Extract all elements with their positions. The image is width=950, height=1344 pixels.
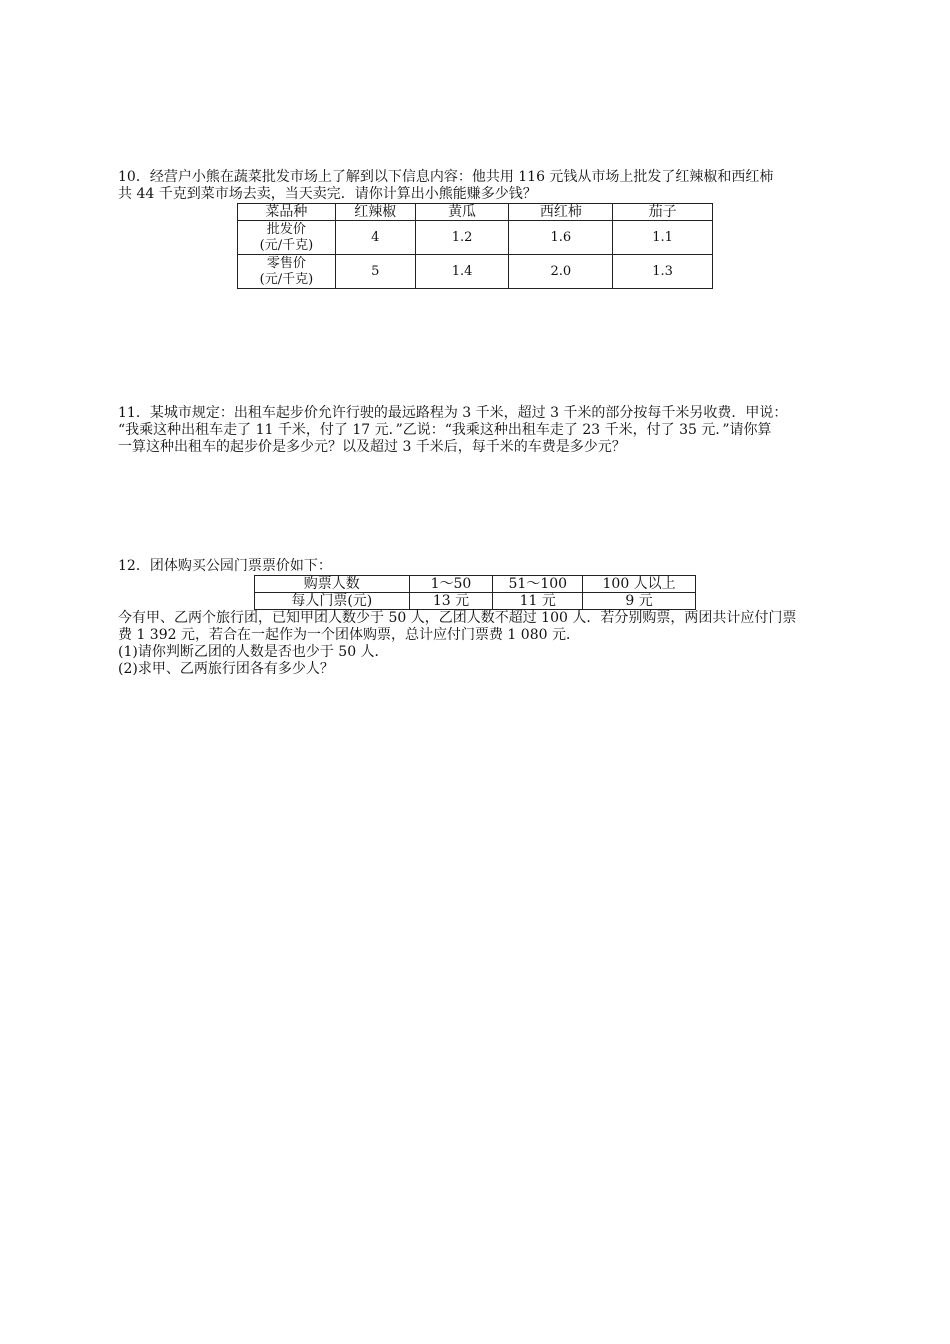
table-row: [255, 593, 696, 610]
table-cell: 1.4: [415, 255, 509, 289]
table-cell: 1.1: [613, 221, 713, 255]
table-header-cell: 购票人数: [255, 576, 410, 593]
table-header-cell: 西红柿: [509, 204, 613, 221]
table-cell: 1.2: [415, 221, 509, 255]
table-cell: 9 元: [583, 593, 696, 610]
table-header-cell: 1～50: [409, 576, 493, 593]
table-header-cell: 黄瓜: [415, 204, 509, 221]
problem-10-line-2: 共 44 千克到菜市场去卖，当天卖完．请你计算出小熊能赚多少钱？: [118, 186, 537, 202]
table-cell: 13 元: [409, 593, 493, 610]
row-label-unit: (元/千克): [259, 271, 314, 287]
problem-12-intro: 12．团体购买公园门票票价如下：: [118, 558, 332, 574]
table-header-row: [238, 204, 713, 221]
problem-11: [118, 405, 863, 456]
problem-11-line-3: 一算这种出租车的起步价是多少元？以及超过 3 千米后，每千米的车费是多少元？: [118, 439, 626, 455]
problem-12-part-2: (2)求甲、乙两旅行团各有多少人？: [118, 661, 334, 677]
table-cell: 每人门票(元): [255, 593, 410, 610]
table-row: [238, 255, 713, 289]
table-header-cell: 茄子: [613, 204, 713, 221]
table-header-row: [255, 576, 696, 593]
table-header-cell: 红辣椒: [335, 204, 415, 221]
table-cell: 11 元: [493, 593, 583, 610]
table-header-cell: 100 人以上: [583, 576, 696, 593]
table-header-cell: 51～100: [493, 576, 583, 593]
problem-12-line-2: 费 1 392 元，若合在一起作为一个团体购票，总计应付门票费 1 080 元．: [118, 627, 580, 643]
row-label-unit: (元/千克): [259, 237, 314, 253]
problem-11-line-1: 11．某城市规定：出租车起步价允许行驶的最远路程为 3 千米，超过 3 千米的部分按每千米另收费．甲说：: [118, 405, 788, 421]
table-cell: 1.3: [613, 255, 713, 289]
row-label-retail: [238, 255, 336, 289]
row-label-wholesale: [238, 221, 336, 255]
problem-10-line-1: 10．经营户小熊在蔬菜批发市场上了解到以下信息内容：他共用 116 元钱从市场上批发了红辣椒和西红柿: [118, 169, 774, 185]
table-header-cell: 菜品种: [238, 204, 336, 221]
table-cell: 4: [335, 221, 415, 255]
table-cell: 1.6: [509, 221, 613, 255]
row-label-line: 零售价: [266, 255, 306, 271]
ticket-price-table: [254, 575, 696, 610]
problem-12-line-1: 今有甲、乙两个旅行团，已知甲团人数少于 50 人，乙团人数不超过 100 人．若分别购票，两团共计应付门票: [118, 610, 797, 626]
row-label-line: 批发价: [266, 221, 306, 237]
table-cell: 2.0: [509, 255, 613, 289]
problem-10: [118, 169, 863, 289]
problem-12: [118, 558, 863, 678]
table-cell: 5: [335, 255, 415, 289]
problem-11-line-2: “我乘这种出租车走了 11 千米，付了 17 元．”乙说：“我乘这种出租车走了 23 千米，付了 35 元．”请你算: [118, 422, 772, 438]
table-row: [238, 221, 713, 255]
vegetable-price-table: [237, 203, 713, 289]
problem-12-part-1: (1)请你判断乙团的人数是否也少于 50 人．: [118, 644, 389, 660]
